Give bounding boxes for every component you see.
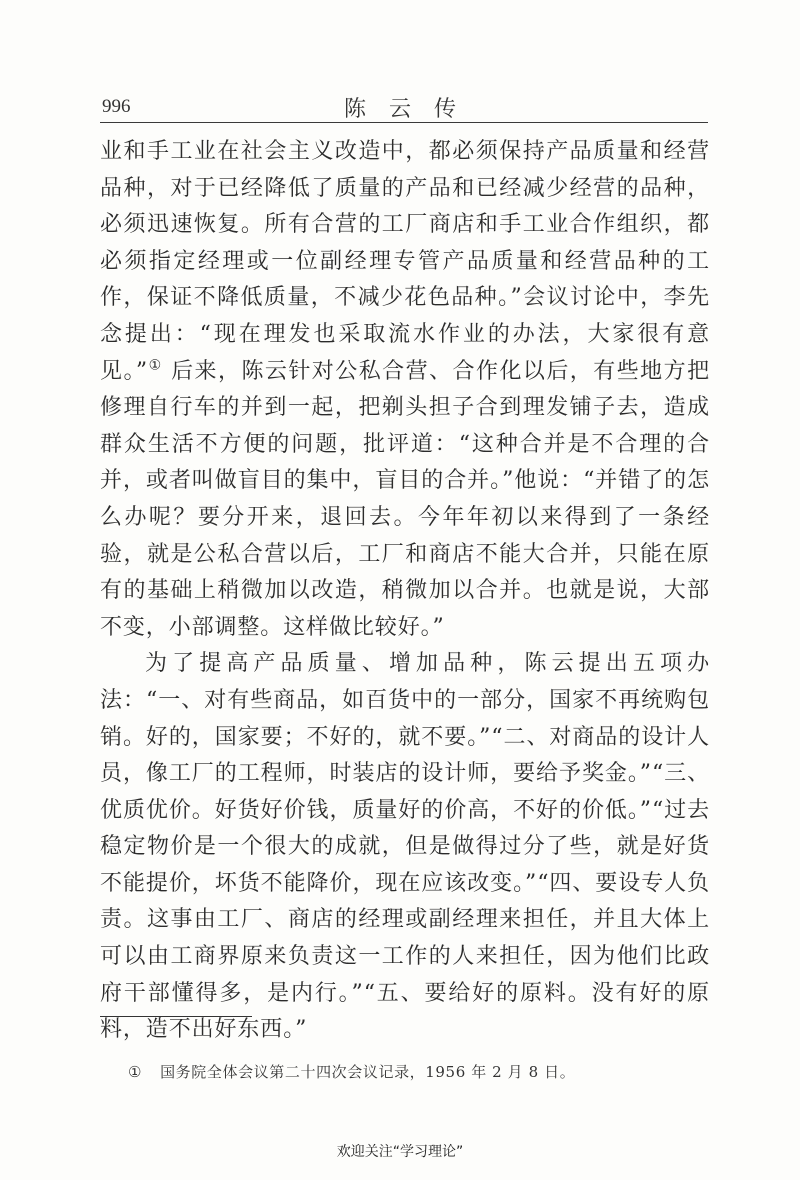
page-header [100, 90, 708, 123]
paragraph-1 [100, 134, 710, 646]
paragraph-1-text-a: 业和手工业在社会主义改造中，都必须保持产品质量和经营品种，对于已经降低了质量的产品和已经减少经营的品种，必须迅速恢复。所有合营的工厂商店和手工业合作组织，都必须指定经理或一位副经理专管产品质量和经营品种的工作，保证不降低质量，不减少花色品种。”会议讨论中，李先念提出：“现在理发也采取流水作业的办法，大家很有意见。” [100, 139, 710, 384]
watermark-text: 欢迎关注“学习理论” [336, 1144, 464, 1160]
footnote-text: 国务院全体会议第二十四次会议记录，1956 年 2 月 8 日。 [160, 1063, 576, 1081]
footnote-reference: ① [148, 357, 163, 374]
page-number: 996 [102, 96, 131, 117]
paragraph-1-text-b: 后来，陈云针对公私合营、合作化以后，有些地方把修理自行车的并到一起，把剃头担子合到理发铺子去，造成群众生活不方便的问题，批评道：“这种合并是不合理的合并，或者叫做盲目的集中，盲目的合并。”他说：“并错了的怎么办呢？要分开来，退回去。今年年初以来得到了一条经验，就是公私合营以后，工厂和商店不能大合并，只能在原有的基础上稍微加以改造，稍微加以合并。也就是说，大部不变，小部调整。这样做比较好。” [100, 358, 710, 640]
footnote-divider [100, 1016, 252, 1017]
footnote [128, 1061, 575, 1082]
running-title: 陈 云 传 [344, 97, 464, 122]
paragraph-2: 为了提高产品质量、增加品种，陈云提出五项办法：“一、对有些商品，如百货中的一部分，国家不再统购包销。好的，国家要；不好的，就不要。”“二、对商品的设计人员，像工厂的工程师，时装店的设计师，要给予奖金。”“三、优质优价。好货好价钱，质量好的价高，不好的价低。”“过去稳定物价是一个很大的成就，但是做得过分了些，就是好货不能提价，坏货不能降价，现在应该改变。”“四、要设专人负责。这事由工厂、商店的经理或副经理来担任，并且大体上可以由工商界原来负责这一工作的人来担任，因为他们比政府干部懂得多，是内行。”“五、要给好的原料。没有好的原料，造不出好东西。” [100, 651, 710, 1043]
body-text [100, 134, 710, 1049]
footnote-marker: ① [128, 1063, 143, 1081]
